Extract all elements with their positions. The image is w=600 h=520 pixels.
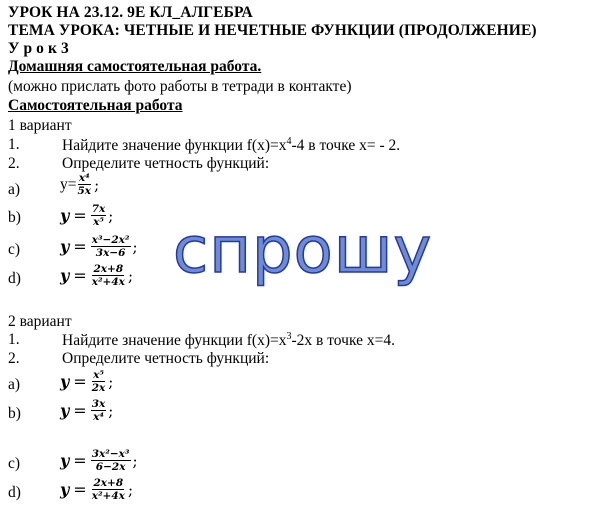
v2-item-c-formula: y = $\frac{\text{3x²−x³}}{6-2x}$ ;	[60, 448, 138, 473]
lesson-topic: ТЕМА УРОКА: ЧЕТНЫЕ И НЕЧЕТНЫЕ ФУНКЦИИ (ПРОДОЛЖЕНИЕ)	[8, 22, 537, 39]
v2-task2-number: 2.	[8, 350, 20, 367]
variant-1-title: 1 вариант	[8, 117, 72, 134]
homework-note: (можно прислать фото работы в тетради в контакте)	[8, 78, 352, 95]
v1-item-b-label: b)	[8, 209, 21, 226]
v2-item-b-formula: y = $\frac{3x}{\text{x⁴}}$ ;	[60, 398, 114, 423]
v1-task1-text: Найдите значение функции $f(x)=x^4-4$ в точке x= - 2.	[62, 136, 401, 155]
v2-item-b-label: b)	[8, 405, 21, 422]
v1-item-a-formula: y= $\frac{\text{x⁴}}{5x}$ ;	[60, 172, 100, 197]
v2-item-d-formula: y = $\frac{2x+8}{\text{x²+4x}}$ ;	[60, 477, 133, 502]
v2-task1-number: 1.	[8, 331, 20, 348]
v1-item-a-label: a)	[8, 181, 21, 198]
v1-task2-number: 2.	[8, 155, 20, 172]
section-title: Самостоятельная работа	[8, 97, 183, 114]
v1-item-c-formula: y = $\frac{\text{x³−2x²}}{3x-6}$ ;	[60, 234, 138, 259]
v1-item-d-formula: y = $\frac{2x+8}{\text{x²+4x}}$ ;	[60, 263, 133, 288]
v2-task2-text: Определите четность функций:	[62, 350, 270, 367]
v1-item-b-formula: y = $\frac{7x}{\text{x⁵}}$ ;	[60, 203, 114, 228]
v2-item-c-label: c)	[8, 455, 21, 472]
v1-item-d-label: d)	[8, 270, 21, 287]
lesson-number: У р о к 3	[8, 40, 69, 57]
homework-title: Домашняя самостоятельная работа.	[8, 58, 262, 75]
stamp-word: спрошу	[173, 214, 433, 288]
v1-item-c-label: c)	[8, 241, 21, 258]
variant-2-title: 2 вариант	[8, 313, 72, 330]
v2-item-d-label: d)	[8, 484, 21, 501]
v2-item-a-formula: y = $\frac{\text{x⁵}}{2x}$ ;	[60, 369, 114, 394]
v2-task1-text: Найдите значение функции $f(x)=x^3-2x$ в точке x=4.	[62, 331, 395, 350]
v1-task1-number: 1.	[8, 136, 20, 153]
lesson-header: УРОК НА 23.12. 9Е КЛ_АЛГЕБРА	[8, 4, 253, 21]
v2-item-a-label: a)	[8, 376, 21, 393]
v1-task2-text: Определите четность функций:	[62, 155, 270, 172]
